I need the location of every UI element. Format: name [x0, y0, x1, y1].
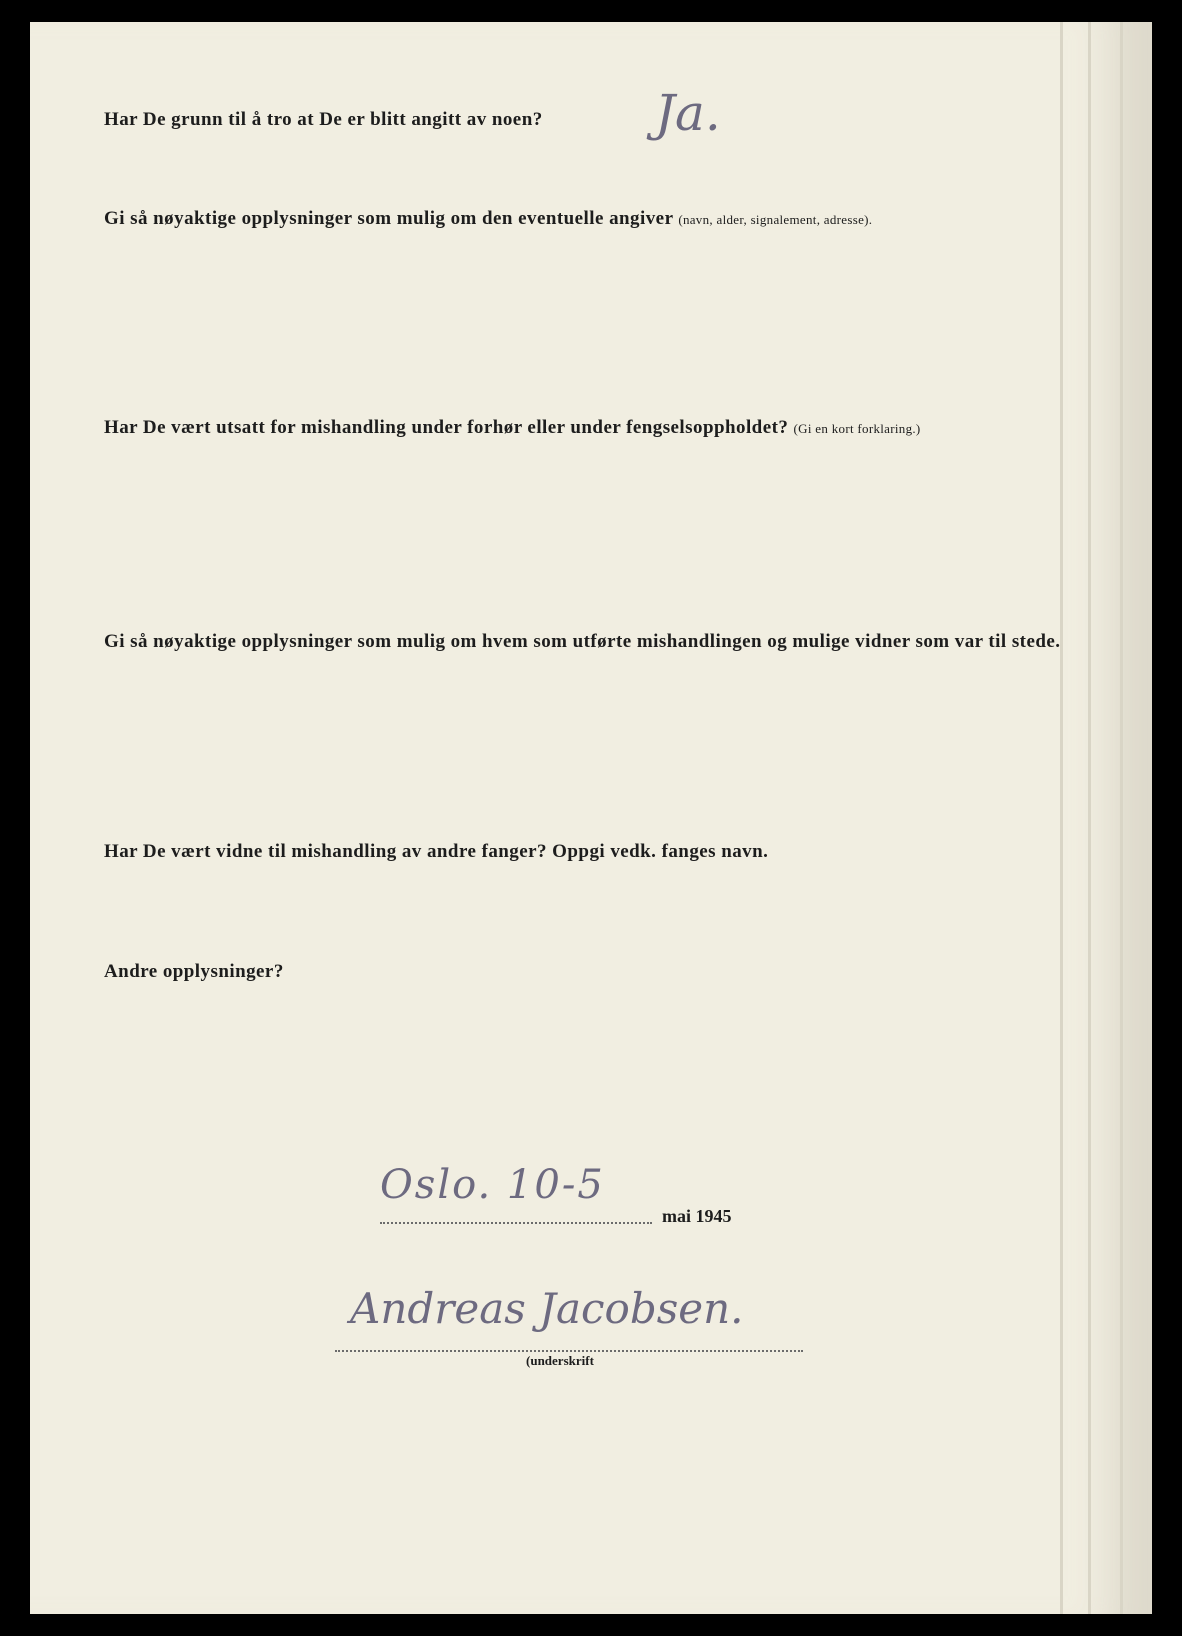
question-informant-details: Gi så nøyaktige opplysninger som mulig om den eventuelle angiver (navn, alder, signalement, adresse).: [104, 208, 873, 229]
handwritten-signature: Andreas Jacobsen.: [350, 1284, 744, 1333]
answer-informant: Ja.: [655, 84, 721, 142]
form-page: [30, 22, 1152, 1614]
month-year: mai 1945: [662, 1206, 732, 1226]
page-edge: [1120, 22, 1123, 1614]
question-other: Andre opplysninger?: [104, 961, 284, 982]
question-witness: Har De vært vidne til mishandling av andre fanger? Oppgi vedk. fanges navn.: [104, 841, 769, 862]
page-edge: [1060, 22, 1063, 1614]
question-mistreatment: Har De vært utsatt for mishandling under forhør eller under fengselsoppholdet? (Gi en kort forklaring.): [104, 417, 921, 438]
question-informant: Har De grunn til å tro at De er blitt angitt av noen?: [104, 109, 543, 130]
page-edge: [1088, 22, 1091, 1614]
question-perpetrators: Gi så nøyaktige opplysninger som mulig om hvem som utførte mishandlingen og mulige vidner som var til stede.: [104, 631, 1061, 652]
date-line: [380, 1222, 652, 1224]
handwritten-place-date: Oslo. 10-5: [380, 1162, 605, 1208]
signature-line: [335, 1350, 803, 1352]
signature-label: (underskrift: [526, 1353, 594, 1368]
